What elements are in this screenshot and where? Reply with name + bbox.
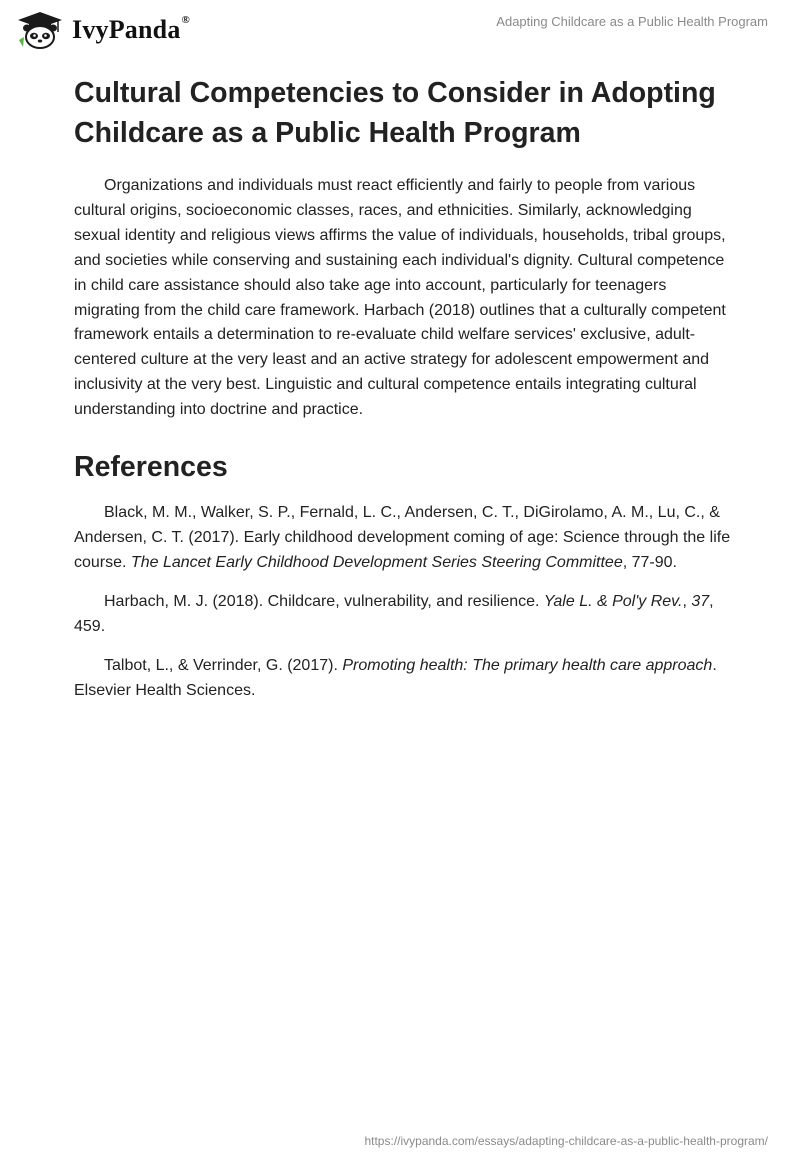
article-content [74, 73, 734, 717]
running-header-title: Adapting Childcare as a Public Health Program [496, 14, 768, 29]
brand-logo[interactable] [14, 10, 190, 50]
reference-item: Harbach, M. J. (2018). Childcare, vulnerability, and resilience. Yale L. & Pol'y Rev., 37, 459. [74, 593, 714, 636]
references-list [74, 500, 734, 703]
article-title: Cultural Competencies to Consider in Adopting Childcare as a Public Health Program [74, 77, 716, 149]
article-paragraph: Organizations and individuals must react efficiently and fairly to people from various cultural origins, socioeconomic classes, races, and ethnicities. Similarly, acknowledging sexual identity and religious views affirms the value of individuals, households, tribal groups, and societies while conserving and sustaining each individual's dignity. Cultural competence in child care assistance should also take age into account, particularly for teenagers migrating from the child care framework. Harbach (2018) outlines that a culturally competent framework entails a determination to re-evaluate child welfare services' exclusive, adult-centered culture at the very least and an active strategy for adolescent empowerment and inclusivity at the very best. Linguistic and cultural competence entails integrating cultural understanding into doctrine and practice. [74, 177, 726, 419]
references-heading: References [74, 451, 228, 484]
brand-name: IvyPanda® [72, 14, 190, 44]
panda-graduate-icon [14, 10, 66, 50]
reference-item: Talbot, L., & Verrinder, G. (2017). Promoting health: The primary health care approach. Elsevier Health Sciences. [74, 657, 717, 700]
footer-source-url[interactable]: https://ivypanda.com/essays/adapting-childcare-as-a-public-health-program/ [364, 1134, 768, 1148]
reference-item: Black, M. M., Walker, S. P., Fernald, L. C., Andersen, C. T., DiGirolamo, A. M., Lu, C., & Andersen, C. T. (2017). Early childhood development coming of age: Science through the life course. The Lancet Early Childhood Development Series Steering Committee, 77-90. [74, 504, 731, 572]
